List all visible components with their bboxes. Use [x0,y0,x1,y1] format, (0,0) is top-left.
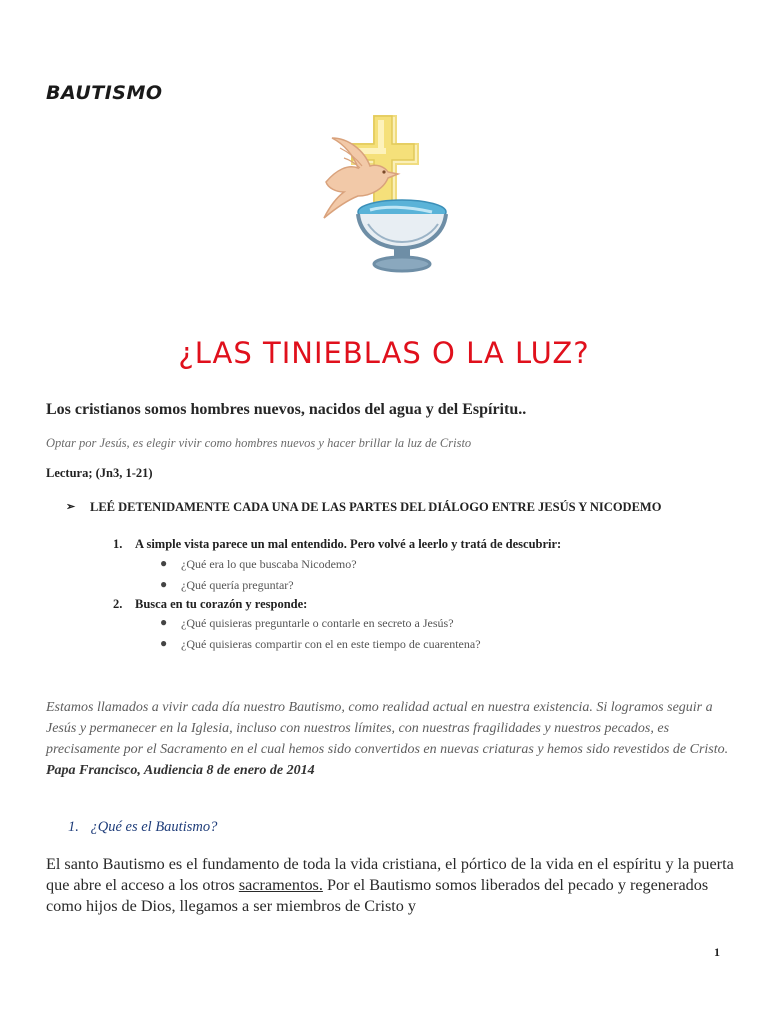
step-text: Busca en tu corazón y responde: [135,597,308,611]
section-heading [68,819,217,836]
list-item [160,578,294,593]
sacramentos-link[interactable]: sacramentos. [238,876,323,894]
baptism-cross-dove-font-icon [314,108,454,276]
bullet-dot: ● [160,636,168,650]
step-item [113,537,673,552]
list-item [160,637,481,652]
list-item-text: ¿Qué quisieras compartir con el en este tiempo de cuarentena? [181,637,481,651]
reading-reference: Lectura; (Jn3, 1-21) [46,466,153,480]
step-number: 2. [113,597,123,611]
quote-text: Estamos llamados a vivir cada día nuestro Bautismo, como realidad actual en nuestra existencia. Si logramos seguir a Jesús y permanecer en la Iglesia, incluso con nuestros límites, con nuestras fragilidades y nuestros pecados, es precisamente por el Sacramento en el cual hemos sido convertidos en nuevas criaturas y hemos sido revestidos de Cristo. [46,700,729,757]
tagline: Optar por Jesús, es elegir vivir como hombres nuevos y hacer brillar la luz de Cristo [46,436,472,450]
list-item-text: ¿Qué quería preguntar? [181,578,294,592]
document-title: ¿LAS TINIEBLAS O LA LUZ? [178,336,590,370]
list-item [160,616,454,631]
step-item [113,597,673,612]
instruction-item [66,498,686,517]
section-number: 1. [68,819,79,835]
document-heading: BAUTISMO [46,82,163,104]
body-text-end: Por el Bautismo somos liberados del pecado y regenerados como hijos de Dios, llegamos a ser miembros de Cristo y [46,876,709,915]
page-number: 1 [714,945,720,959]
step-number: 1. [113,537,123,551]
bullet-dot: ● [160,615,168,629]
bullet-dot: ● [160,577,168,591]
body-text-start: El santo Bautismo es el fundamento de toda la vida cristiana, el pórtico de la vida en el espíritu y la puerta que abre el acceso a los otros [46,855,734,894]
quote-attribution: Papa Francisco, Audiencia 8 de enero de 2014 [46,763,315,778]
list-item-text: ¿Qué era lo que buscaba Nicodemo? [181,557,357,571]
document-subtitle: Los cristianos somos hombres nuevos, nacidos del agua y del Espíritu.. [46,401,527,418]
bullet-dot: ● [160,556,168,570]
step-text: A simple vista parece un mal entendido. Pero volvé a leerlo y tratá de descubrir: [135,537,562,551]
list-item [160,557,357,572]
pope-quote [46,697,736,781]
list-item-text: ¿Qué quisieras preguntarle o contarle en secreto a Jesús? [181,616,454,630]
body-paragraph [46,854,746,917]
arrow-bullet-icon: ➢ [66,501,76,513]
section-title: ¿Qué es el Bautismo? [90,819,218,835]
instruction-text: LEÉ DETENIDAMENTE CADA UNA DE LAS PARTES DEL DIÁLOGO ENTRE JESÚS Y NICODEMO [90,500,662,514]
